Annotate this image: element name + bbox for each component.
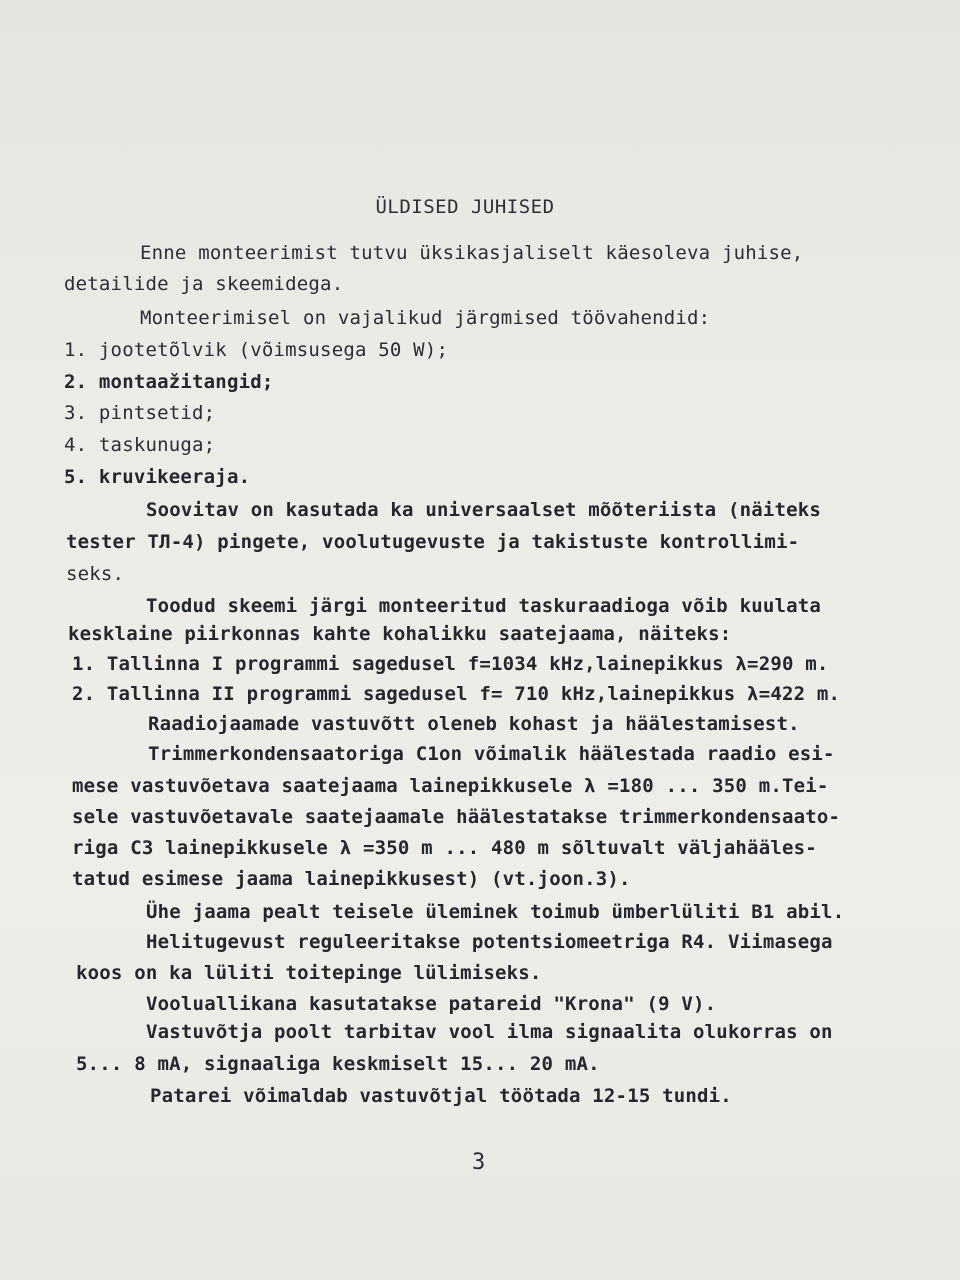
trimmer-line-1: Trimmerkondensaatoriga C1on võimalik häälestada raadio esi- [148, 743, 835, 765]
tools-intro: Monteerimisel on vajalikud järgmised töövahendid: [140, 307, 711, 329]
switch-line: Ühe jaama pealt teisele üleminek toimub ümberlüliti B1 abil. [146, 901, 845, 923]
tester-line-2: tester ТЛ-4) pingete, voolutugevuste ja takistuste kontrollimi- [66, 531, 800, 553]
tool-item-5: 5. kruvikeeraja. [64, 466, 251, 488]
intro-line-1 [140, 241, 906, 265]
battery-line: Patarei võimaldab vastuvõtjal töötada 12-15 tundi. [150, 1085, 732, 1107]
stations-intro-2: kesklaine piirkonnas kahte kohalikku saatejaama, näiteks: [68, 623, 732, 645]
reception-line: Raadiojaamade vastuvõtt oleneb kohast ja häälestamisest. [148, 713, 800, 735]
intro-line-2: detailide ja skeemidega. [64, 273, 344, 295]
station-item-2: 2. Tallinna II programmi sagedusel f= 710 kHz,lainepikkus λ=422 m. [72, 683, 841, 705]
stations-intro-1: Toodud skeemi järgi monteeritud taskuraadioga võib kuulata [146, 595, 822, 617]
current-line-2: 5... 8 mA, signaaliga keskmiselt 15... 20 mA. [76, 1053, 600, 1075]
tool-item-2: 2. montaažitangid; [64, 371, 274, 393]
current-line-1: Vastuvõtja poolt tarbitav vool ilma signaalita olukorras on [146, 1021, 833, 1043]
station-item-1: 1. Tallinna I programmi sagedusel f=1034 kHz,lainepikkus λ=290 m. [72, 653, 829, 675]
tester-line-1: Soovitav on kasutada ka universaalset mõõteriista (näiteks [146, 499, 822, 521]
trimmer-line-4: riga C3 lainepikkusele λ =350 m ... 480 m sõltuvalt väljahääles- [72, 837, 817, 859]
trimmer-line-2: mese vastuvõetava saatejaama lainepikkusele λ =180 ... 350 m.Tei- [72, 775, 829, 797]
tool-item-1: 1. jootetõlvik (võimsusega 50 W); [64, 339, 449, 361]
page-heading: ÜLDISED JUHISED [375, 196, 555, 218]
power-line: Vooluallikana kasutatakse patareid "Krona" (9 V). [146, 993, 717, 1015]
tool-item-4: 4. taskunuga; [64, 434, 216, 456]
volume-line-1: Helitugevust reguleeritakse potentsiomeetriga R4. Viimasega [146, 931, 833, 953]
tool-item-3: 3. pintsetid; [64, 402, 216, 424]
volume-line-2: koos on ka lüliti toitepinge lülimiseks. [76, 962, 542, 984]
tester-line-3: seks. [66, 563, 125, 585]
page-number: 3 [472, 1150, 486, 1175]
trimmer-line-3: sele vastuvõetavale saatejaamale häälestatakse trimmerkondensaato- [72, 806, 841, 828]
intro-line-1-text: Enne monteerimist tutvu üksikasjaliselt käesoleva juhise, [140, 242, 804, 264]
trimmer-line-5: tatud esimese jaama lainepikkusest) (vt.joon.3). [72, 868, 631, 890]
